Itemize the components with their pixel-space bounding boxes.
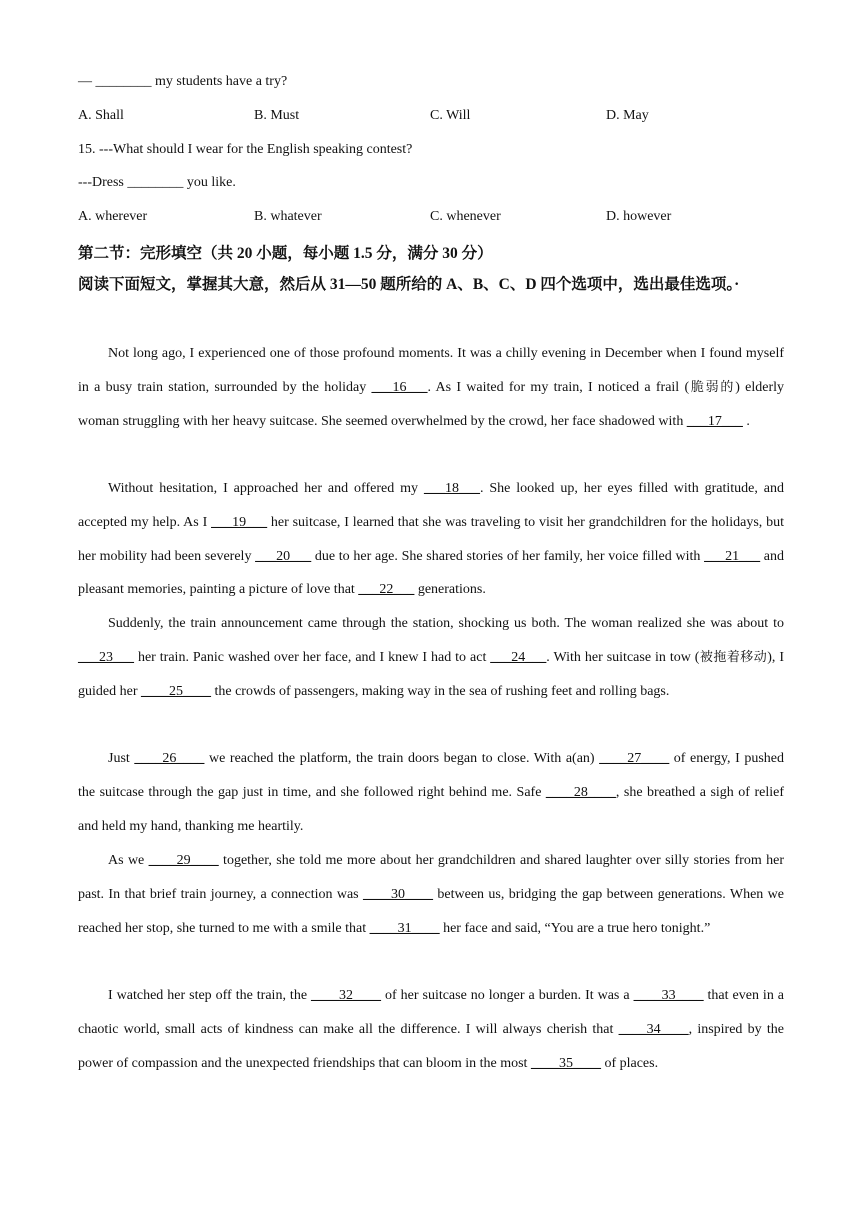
section-title: 第二节：完形填空（共 20 小题，每小题 1.5 分，满分 30 分） [78, 245, 493, 262]
passage-text: between us, bridging the gap between generations. When we reached her stop, she turned to me with a smile that [78, 886, 784, 936]
passage-text: , inspired by the power of compassion and the unexpected friendships that can bloom in the most [78, 1021, 784, 1071]
q14-option-d: D. May [606, 108, 649, 123]
passage-text: of her suitcase no longer a burden. It was a [381, 988, 634, 1003]
passage-text: together, she told me more about her grandchildren and shared laughter over silly stories from her past. In that brief train journey, a connection was [78, 853, 784, 902]
passage-text: . With her suitcase in tow ( [546, 649, 700, 665]
passage-text: Just [108, 751, 135, 766]
gloss-text: 脆弱的 [689, 379, 736, 395]
q15-stem: 15. ---What should I wear for the English speaking contest? [78, 142, 413, 157]
passage-paragraph-5 [78, 844, 784, 945]
passage-text: . As I waited for my train, I noticed a frail ( [427, 379, 690, 395]
q15-options [78, 209, 784, 229]
blank-33: ____33____ [633, 988, 704, 1003]
q15-answer-line: ---Dress ________ you like. [78, 175, 236, 190]
blank-25: ____25____ [140, 683, 211, 699]
q14-options [78, 108, 784, 128]
passage-text: ) elderly woman struggling with her heavy suitcase. She seemed overwhelmed by the crowd, her face shadowed with [78, 379, 784, 429]
blank-23: ___23___ [78, 649, 134, 665]
q15-option-a: A. wherever [78, 209, 148, 224]
blank-22: ___22___ [358, 582, 415, 598]
passage-text: . [742, 413, 750, 429]
blank-29: ____29____ [148, 853, 219, 868]
section-instruction: 阅读下面短文，掌握其大意，然后从 31—50 题所给的 A、B、C、D 四个选项中，选出最佳选项。· [78, 276, 740, 293]
passage-text: that even in a chaotic world, small acts of kindness can make all the difference. I will always cherish that [78, 988, 785, 1037]
passage-text: Without hesitation, I approached her and offered my [108, 481, 424, 496]
passage-text: due to her age. She shared stories of her family, her voice filled with [311, 548, 705, 564]
blank-35: ____35____ [530, 1055, 601, 1071]
passage-paragraph-2 [78, 472, 784, 607]
passage-text: her train. Panic washed over her face, and I knew I had to act [134, 649, 491, 665]
q15-option-d: D. however [606, 209, 672, 224]
passage-text: generations. [414, 582, 486, 598]
passage-paragraph-6 [78, 979, 784, 1080]
passage-text: the crowds of passengers, making way in the sea of rushing feet and rolling bags. [210, 683, 670, 699]
passage-text: Suddenly, the train announcement came through the station, shocking us both. The woman realized she was about to [108, 616, 784, 631]
blank-26: ____26____ [134, 751, 205, 766]
passage-text: I watched her step off the train, the [108, 988, 312, 1003]
passage-paragraph-3 [78, 607, 784, 708]
blank-16: ___16___ [371, 379, 428, 395]
q15-option-c: C. whenever [430, 209, 501, 224]
blank-19: ___19___ [211, 514, 268, 530]
gloss-text: 被拖着移动 [699, 649, 768, 665]
blank-24: ___24___ [490, 649, 547, 665]
q14-option-c: C. Will [430, 108, 471, 123]
q14-option-a: A. Shall [78, 108, 124, 123]
passage-text: ), I guided her [78, 649, 784, 699]
q14-stem: — ________ my students have a try? [78, 74, 288, 89]
blank-17: ___17___ [686, 413, 743, 429]
passage-text: Not long ago, I experienced one of those profound moments. It was a chilly evening in December when I found myself in a busy train station, surrounded by the holiday [78, 346, 784, 395]
q15-option-b: B. whatever [254, 209, 322, 224]
blank-34: ____34____ [618, 1021, 689, 1037]
passage-text: . She looked up, her eyes filled with gratitude, and accepted my help. As I [78, 481, 785, 530]
passage-text: of energy, I pushed the suitcase through the gap just in time, and she followed right behind me. Safe [78, 751, 784, 800]
passage-text: of places. [600, 1055, 659, 1071]
blank-28: ____28____ [545, 784, 616, 800]
blank-31: ____31____ [369, 920, 440, 936]
passage-text: we reached the platform, the train doors began to close. With a(an) [204, 751, 600, 766]
blank-30: ____30____ [363, 886, 434, 902]
blank-20: ___20___ [255, 548, 312, 564]
passage-paragraph-1 [78, 337, 784, 438]
q14-option-b: B. Must [254, 108, 300, 123]
passage-text: and pleasant memories, painting a picture of love that [78, 548, 784, 598]
blank-21: ___21___ [704, 548, 761, 564]
passage-text: her face and said, “You are a true hero tonight.” [439, 920, 711, 936]
passage-text: As we [108, 853, 149, 868]
blank-27: ____27____ [599, 751, 670, 766]
blank-18: ___18___ [423, 481, 480, 496]
passage-paragraph-4 [78, 742, 784, 843]
blank-32: ____32____ [311, 988, 382, 1003]
passage-text: her suitcase, I learned that she was traveling to visit her grandchildren for the holidays, but her mobility had been severely [78, 514, 784, 564]
passage-text: , she breathed a sigh of relief and held my hand, thanking me heartily. [78, 784, 784, 834]
